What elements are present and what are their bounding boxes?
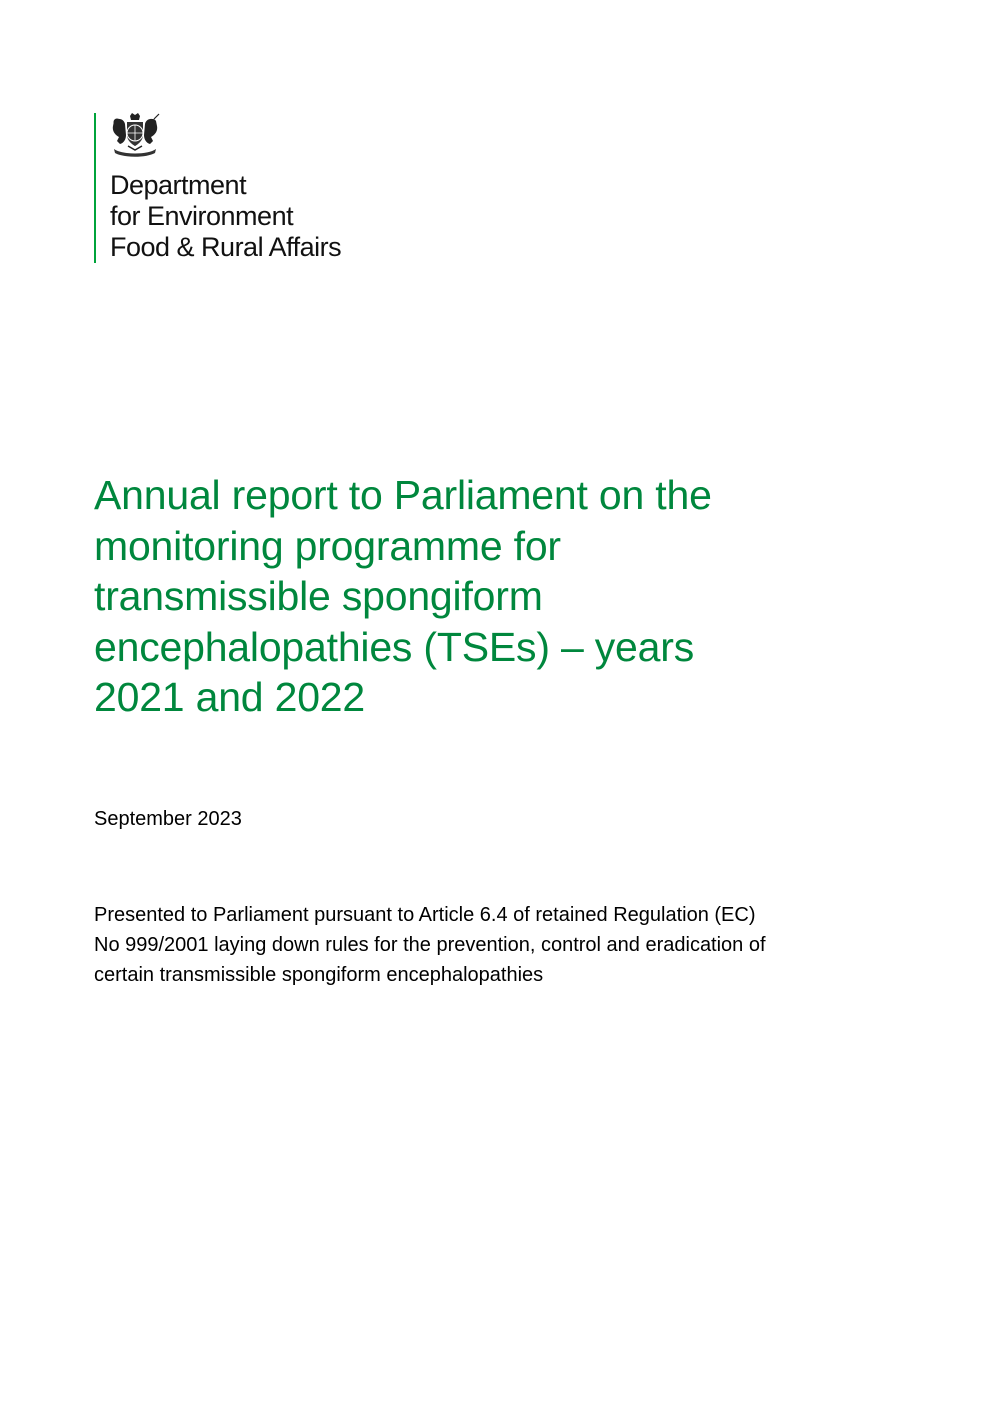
report-title bbox=[94, 470, 854, 723]
title-line-3: transmissible spongiform bbox=[94, 573, 543, 619]
department-name bbox=[110, 170, 341, 263]
presented-line-2: No 999/2001 laying down rules for the prevention, control and eradication of bbox=[94, 934, 766, 956]
department-name-line-3: Food & Rural Affairs bbox=[110, 232, 342, 262]
title-line-2: monitoring programme for bbox=[94, 522, 561, 569]
title-line-4: encephalopathies (TSEs) – years bbox=[94, 623, 695, 670]
department-name-line-2: for Environment bbox=[110, 201, 294, 231]
presented-line-3: certain transmissible spongiform encephalopathies bbox=[94, 964, 544, 986]
title-line-5: 2021 and 2022 bbox=[94, 674, 366, 720]
publication-date: September 2023 bbox=[94, 808, 242, 830]
royal-coat-of-arms-icon bbox=[108, 113, 162, 159]
title-line-1: Annual report to Parliament on the bbox=[94, 472, 712, 518]
presented-statement bbox=[94, 900, 914, 990]
presented-line-1: Presented to Parliament pursuant to Article 6.4 of retained Regulation (EC) bbox=[94, 904, 756, 926]
department-name-line-1: Department bbox=[110, 170, 247, 200]
defra-logo bbox=[94, 113, 341, 263]
